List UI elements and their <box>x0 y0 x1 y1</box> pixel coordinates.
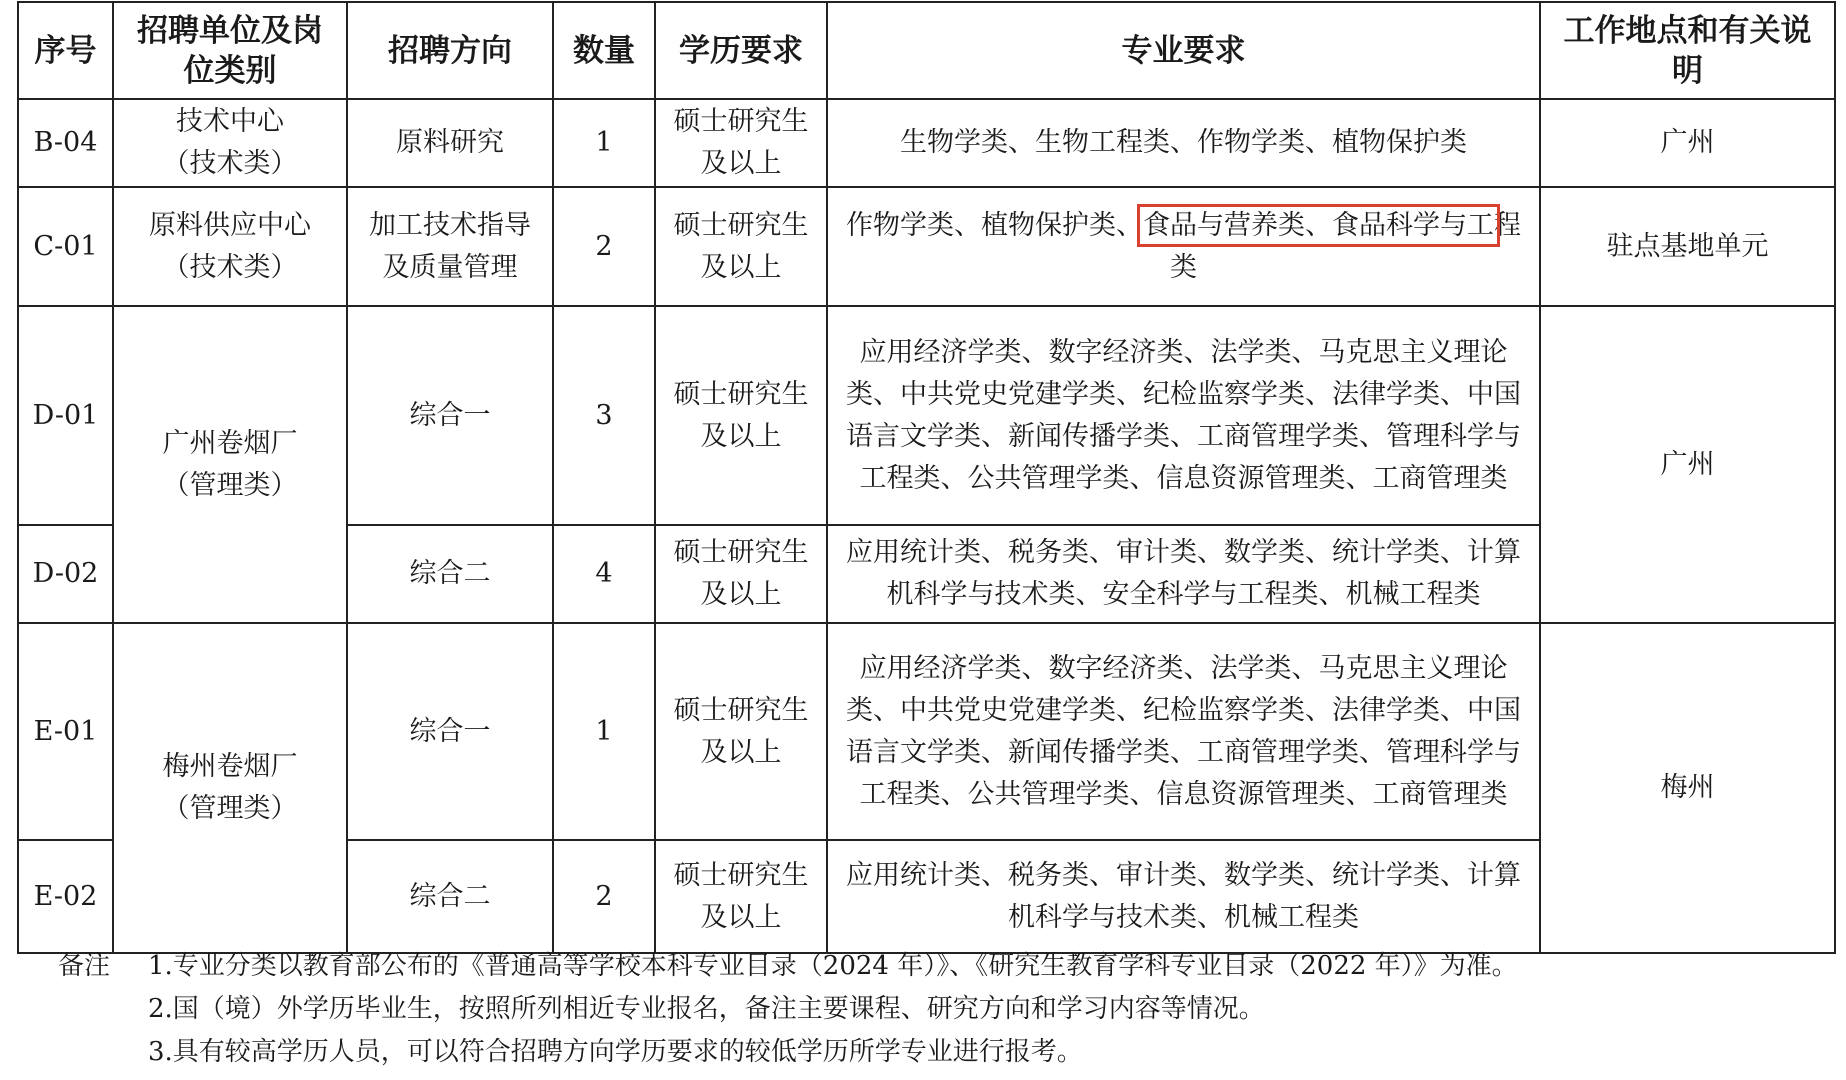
row-direction: 综合二 <box>347 840 553 953</box>
row-place: 驻点基地单元 <box>1540 187 1835 306</box>
row-unit <box>113 306 347 623</box>
row-direction: 综合一 <box>347 306 553 525</box>
row-count: 2 <box>553 187 655 306</box>
note-line <box>58 988 1518 1031</box>
row-direction: 综合二 <box>347 525 553 623</box>
notes-label: 备注 <box>58 951 111 981</box>
row-count: 3 <box>553 306 655 525</box>
row-major: 应用统计类、税务类、审计类、数学类、统计学类、计算机科学与技术类、安全科学与工程类、机械工程类 <box>827 525 1540 623</box>
row-direction: 原料研究 <box>347 99 553 187</box>
row-id: B-04 <box>18 99 113 187</box>
row-place: 广州 <box>1540 99 1835 187</box>
notes-section <box>58 945 1518 1074</box>
row-education: 硕士研究生及以上 <box>655 187 827 306</box>
header-unit: 招聘单位及岗位类别 <box>113 2 347 99</box>
header-education: 学历要求 <box>655 2 827 99</box>
highlighted-major: 食品与营养类、食品科学与工 <box>1143 209 1494 241</box>
unit-type: （管理类） <box>162 793 298 824</box>
row-id: E-02 <box>18 840 113 953</box>
table-row <box>18 623 1835 840</box>
row-id: D-01 <box>18 306 113 525</box>
unit-name: 广州卷烟厂 <box>162 427 298 459</box>
row-education: 硕士研究生及以上 <box>655 99 827 187</box>
row-id: C-01 <box>18 187 113 306</box>
row-education: 硕士研究生及以上 <box>655 623 827 840</box>
row-count: 4 <box>553 525 655 623</box>
major-text: 作物学类、植物保护类、 <box>846 209 1143 241</box>
row-place: 梅州 <box>1540 623 1835 953</box>
note-text: 3.具有较高学历人员，可以符合招聘方向学历要求的较低学历所学专业进行报考。 <box>148 1037 1083 1067</box>
unit-type: （管理类） <box>162 469 298 501</box>
recruitment-table <box>17 1 1836 954</box>
row-major <box>827 187 1540 306</box>
unit-name: 技术中心 <box>176 106 284 137</box>
header-direction: 招聘方向 <box>347 2 553 99</box>
header-id: 序号 <box>18 2 113 99</box>
unit-type: （技术类） <box>162 251 298 283</box>
unit-type: （技术类） <box>162 148 298 179</box>
row-education: 硕士研究生及以上 <box>655 306 827 525</box>
major-text: 程类 <box>1170 209 1521 283</box>
row-major: 应用经济学类、数字经济类、法学类、马克思主义理论类、中共党史党建学类、纪检监察学类、法律学类、中国语言文学类、新闻传播学类、工商管理学类、管理科学与工程类、公共管理学类、信息资源管理类、工商管理类 <box>827 306 1540 525</box>
note-line <box>58 945 1518 988</box>
row-count: 1 <box>553 99 655 187</box>
header-place: 工作地点和有关说明 <box>1540 2 1835 99</box>
row-unit <box>113 99 347 187</box>
row-major: 应用经济学类、数字经济类、法学类、马克思主义理论类、中共党史党建学类、纪检监察学类、法律学类、中国语言文学类、新闻传播学类、工商管理学类、管理科学与工程类、公共管理学类、信息资源管理类、工商管理类 <box>827 623 1540 840</box>
header-major: 专业要求 <box>827 2 1540 99</box>
row-id: E-01 <box>18 623 113 840</box>
row-direction: 综合一 <box>347 623 553 840</box>
row-education: 硕士研究生及以上 <box>655 840 827 953</box>
table-row <box>18 99 1835 187</box>
table-row <box>18 306 1835 525</box>
row-count: 2 <box>553 840 655 953</box>
note-line <box>58 1031 1518 1074</box>
unit-name: 原料供应中心 <box>149 209 311 241</box>
row-education: 硕士研究生及以上 <box>655 525 827 623</box>
header-row <box>18 2 1835 99</box>
row-major: 应用统计类、税务类、审计类、数学类、统计学类、计算机科学与技术类、机械工程类 <box>827 840 1540 953</box>
header-count: 数量 <box>553 2 655 99</box>
row-major: 生物学类、生物工程类、作物学类、植物保护类 <box>827 99 1540 187</box>
note-text: 1.专业分类以教育部公布的《普通高等学校本科专业目录（2024 年）》、《研究生教育学科专业目录（2022 年）》为准。 <box>148 951 1518 981</box>
row-place: 广州 <box>1540 306 1835 623</box>
row-unit <box>113 187 347 306</box>
table-row <box>18 187 1835 306</box>
row-unit <box>113 623 347 953</box>
row-direction: 加工技术指导及质量管理 <box>347 187 553 306</box>
note-text: 2.国（境）外学历毕业生，按照所列相近专业报名，备注主要课程、研究方向和学习内容等情况。 <box>148 994 1265 1024</box>
row-count: 1 <box>553 623 655 840</box>
unit-name: 梅州卷烟厂 <box>162 751 298 782</box>
row-id: D-02 <box>18 525 113 623</box>
